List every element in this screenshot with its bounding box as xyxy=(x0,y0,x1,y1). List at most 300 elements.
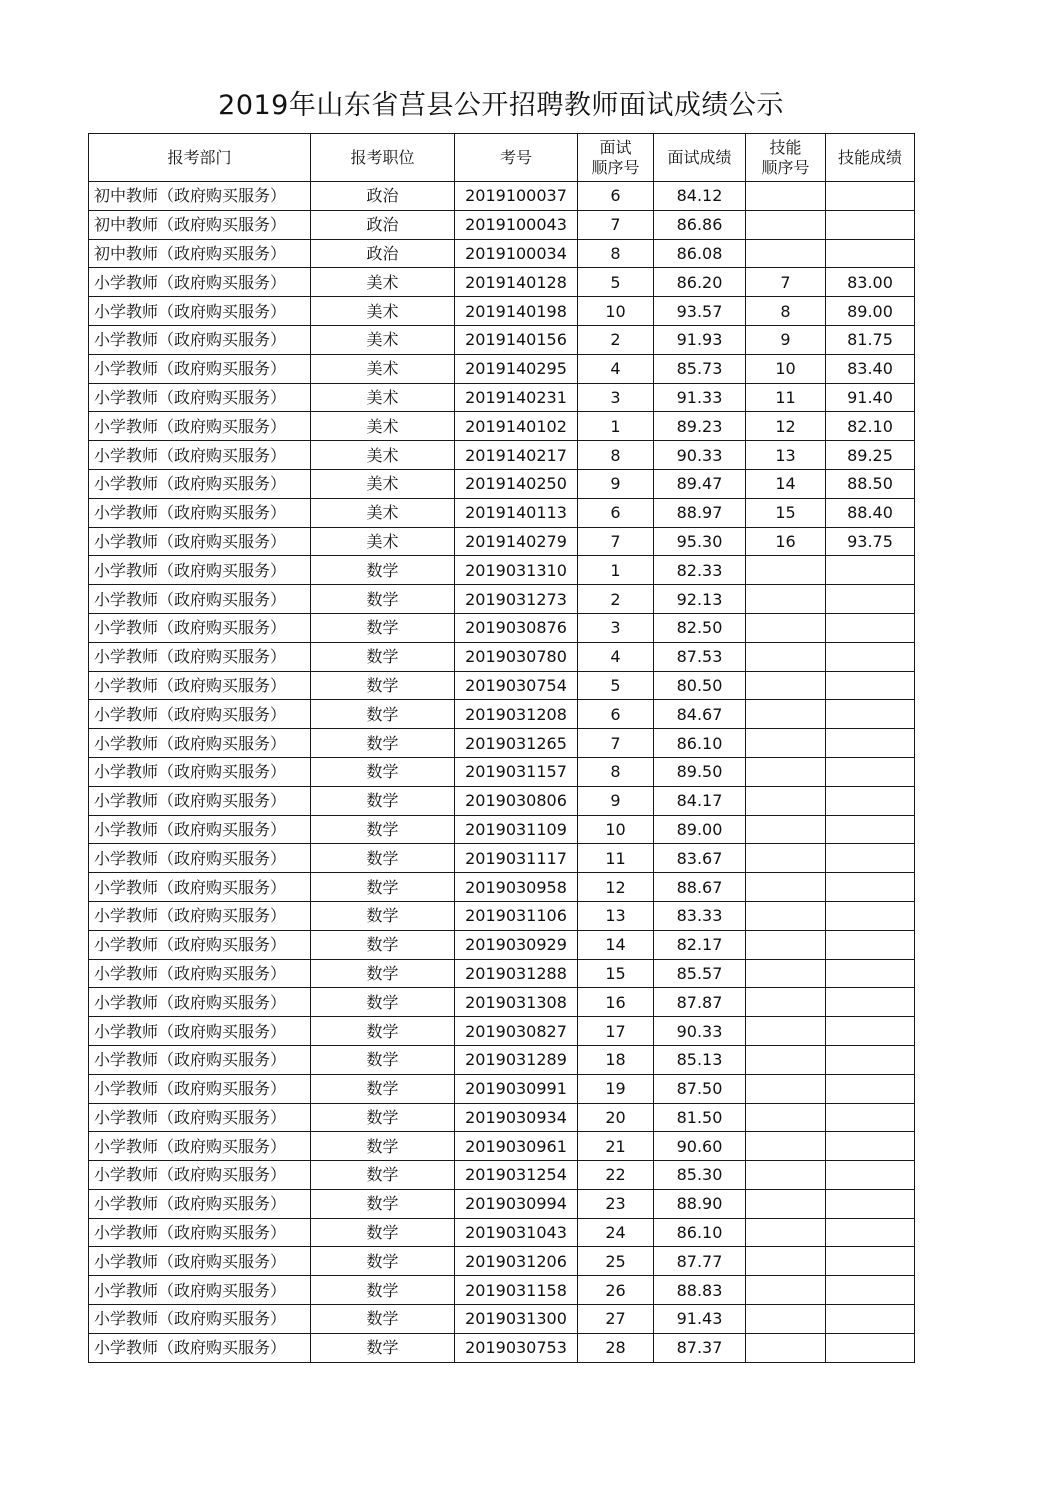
exam-number-cell: 2019031308 xyxy=(455,988,578,1017)
department-cell: 小学教师（政府购买服务） xyxy=(89,988,311,1017)
skill-score-cell xyxy=(826,1276,915,1305)
interview-score-cell: 89.23 xyxy=(654,412,746,441)
position-cell: 数学 xyxy=(311,585,455,614)
department-cell: 小学教师（政府购买服务） xyxy=(89,959,311,988)
department-cell: 小学教师（政府购买服务） xyxy=(89,412,311,441)
skill-order-cell xyxy=(746,930,826,959)
header-skill-order-line1: 技能 xyxy=(769,137,802,157)
department-cell: 小学教师（政府购买服务） xyxy=(89,786,311,815)
skill-score-cell xyxy=(826,1333,915,1362)
header-position: 报考职位 xyxy=(311,134,455,182)
interview-order-cell: 5 xyxy=(578,671,654,700)
exam-number-cell: 2019031300 xyxy=(455,1305,578,1334)
position-cell: 美术 xyxy=(311,469,455,498)
table-row xyxy=(89,527,915,556)
skill-score-cell xyxy=(826,700,915,729)
skill-order-cell: 9 xyxy=(746,325,826,354)
position-cell: 数学 xyxy=(311,1333,455,1362)
interview-score-cell: 87.37 xyxy=(654,1333,746,1362)
score-table xyxy=(88,133,915,1363)
department-cell: 小学教师（政府购买服务） xyxy=(89,930,311,959)
interview-order-cell: 9 xyxy=(578,469,654,498)
interview-order-cell: 7 xyxy=(578,527,654,556)
interview-score-cell: 86.20 xyxy=(654,268,746,297)
table-row xyxy=(89,325,915,354)
position-cell: 数学 xyxy=(311,988,455,1017)
interview-order-cell: 4 xyxy=(578,642,654,671)
exam-number-cell: 2019031043 xyxy=(455,1218,578,1247)
skill-order-cell xyxy=(746,700,826,729)
skill-score-cell xyxy=(826,988,915,1017)
exam-number-cell: 2019031265 xyxy=(455,729,578,758)
interview-score-cell: 89.47 xyxy=(654,469,746,498)
table-row xyxy=(89,901,915,930)
interview-order-cell: 6 xyxy=(578,700,654,729)
interview-score-cell: 86.10 xyxy=(654,1218,746,1247)
skill-score-cell xyxy=(826,585,915,614)
skill-score-cell xyxy=(826,1045,915,1074)
score-table-body xyxy=(89,182,915,1363)
position-cell: 数学 xyxy=(311,930,455,959)
position-cell: 数学 xyxy=(311,844,455,873)
skill-order-cell xyxy=(746,1045,826,1074)
skill-score-cell xyxy=(826,1305,915,1334)
table-row xyxy=(89,383,915,412)
interview-score-cell: 85.30 xyxy=(654,1161,746,1190)
table-row xyxy=(89,786,915,815)
skill-order-cell xyxy=(746,182,826,211)
department-cell: 小学教师（政府购买服务） xyxy=(89,757,311,786)
header-skill-order xyxy=(746,134,826,182)
department-cell: 小学教师（政府购买服务） xyxy=(89,1247,311,1276)
interview-order-cell: 1 xyxy=(578,412,654,441)
skill-order-cell xyxy=(746,1189,826,1218)
department-cell: 小学教师（政府购买服务） xyxy=(89,1161,311,1190)
interview-score-cell: 88.83 xyxy=(654,1276,746,1305)
table-row xyxy=(89,354,915,383)
department-cell: 小学教师（政府购买服务） xyxy=(89,297,311,326)
skill-score-cell: 88.50 xyxy=(826,469,915,498)
skill-score-cell: 83.00 xyxy=(826,268,915,297)
position-cell: 数学 xyxy=(311,1276,455,1305)
exam-number-cell: 2019030753 xyxy=(455,1333,578,1362)
exam-number-cell: 2019031158 xyxy=(455,1276,578,1305)
position-cell: 数学 xyxy=(311,1218,455,1247)
table-row xyxy=(89,1218,915,1247)
interview-order-cell: 7 xyxy=(578,729,654,758)
skill-score-cell xyxy=(826,815,915,844)
header-skill-order-line2: 顺序号 xyxy=(761,157,810,177)
department-cell: 小学教师（政府购买服务） xyxy=(89,1218,311,1247)
interview-order-cell: 19 xyxy=(578,1074,654,1103)
skill-score-cell xyxy=(826,930,915,959)
table-row xyxy=(89,268,915,297)
department-cell: 小学教师（政府购买服务） xyxy=(89,671,311,700)
skill-order-cell xyxy=(746,239,826,268)
skill-order-cell: 11 xyxy=(746,383,826,412)
department-cell: 小学教师（政府购买服务） xyxy=(89,441,311,470)
exam-number-cell: 2019140198 xyxy=(455,297,578,326)
skill-score-cell xyxy=(826,671,915,700)
interview-order-cell: 8 xyxy=(578,239,654,268)
header-interview-order xyxy=(578,134,654,182)
interview-order-cell: 16 xyxy=(578,988,654,1017)
interview-order-cell: 28 xyxy=(578,1333,654,1362)
skill-score-cell xyxy=(826,1247,915,1276)
interview-score-cell: 86.86 xyxy=(654,210,746,239)
skill-order-cell xyxy=(746,844,826,873)
skill-order-cell xyxy=(746,1305,826,1334)
table-row xyxy=(89,844,915,873)
skill-score-cell xyxy=(826,642,915,671)
interview-order-cell: 18 xyxy=(578,1045,654,1074)
interview-score-cell: 87.53 xyxy=(654,642,746,671)
interview-order-cell: 2 xyxy=(578,325,654,354)
interview-order-cell: 2 xyxy=(578,585,654,614)
interview-order-cell: 9 xyxy=(578,786,654,815)
skill-order-cell xyxy=(746,988,826,1017)
skill-order-cell xyxy=(746,671,826,700)
exam-number-cell: 2019031206 xyxy=(455,1247,578,1276)
department-cell: 小学教师（政府购买服务） xyxy=(89,1017,311,1046)
table-row xyxy=(89,1045,915,1074)
exam-number-cell: 2019140156 xyxy=(455,325,578,354)
department-cell: 小学教师（政府购买服务） xyxy=(89,873,311,902)
position-cell: 数学 xyxy=(311,786,455,815)
department-cell: 初中教师（政府购买服务） xyxy=(89,239,311,268)
interview-score-cell: 82.17 xyxy=(654,930,746,959)
skill-order-cell xyxy=(746,729,826,758)
skill-score-cell xyxy=(826,613,915,642)
exam-number-cell: 2019030958 xyxy=(455,873,578,902)
header-interview-score: 面试成绩 xyxy=(654,134,746,182)
table-row xyxy=(89,1103,915,1132)
skill-order-cell xyxy=(746,1161,826,1190)
department-cell: 小学教师（政府购买服务） xyxy=(89,729,311,758)
interview-score-cell: 84.12 xyxy=(654,182,746,211)
department-cell: 小学教师（政府购买服务） xyxy=(89,354,311,383)
department-cell: 小学教师（政府购买服务） xyxy=(89,700,311,729)
position-cell: 美术 xyxy=(311,412,455,441)
skill-order-cell xyxy=(746,613,826,642)
skill-order-cell: 8 xyxy=(746,297,826,326)
interview-order-cell: 5 xyxy=(578,268,654,297)
position-cell: 美术 xyxy=(311,498,455,527)
position-cell: 数学 xyxy=(311,1161,455,1190)
skill-score-cell: 82.10 xyxy=(826,412,915,441)
position-cell: 数学 xyxy=(311,1247,455,1276)
exam-number-cell: 2019030780 xyxy=(455,642,578,671)
header-skill-score: 技能成绩 xyxy=(826,134,915,182)
interview-score-cell: 87.50 xyxy=(654,1074,746,1103)
interview-score-cell: 92.13 xyxy=(654,585,746,614)
skill-score-cell xyxy=(826,1132,915,1161)
interview-order-cell: 22 xyxy=(578,1161,654,1190)
exam-number-cell: 2019140250 xyxy=(455,469,578,498)
interview-order-cell: 24 xyxy=(578,1218,654,1247)
department-cell: 小学教师（政府购买服务） xyxy=(89,1333,311,1362)
exam-number-cell: 2019030994 xyxy=(455,1189,578,1218)
table-row xyxy=(89,556,915,585)
interview-score-cell: 83.67 xyxy=(654,844,746,873)
table-row xyxy=(89,1333,915,1362)
exam-number-cell: 2019031106 xyxy=(455,901,578,930)
skill-order-cell: 13 xyxy=(746,441,826,470)
department-cell: 小学教师（政府购买服务） xyxy=(89,844,311,873)
interview-score-cell: 87.77 xyxy=(654,1247,746,1276)
skill-order-cell: 16 xyxy=(746,527,826,556)
interview-order-cell: 21 xyxy=(578,1132,654,1161)
table-row xyxy=(89,1189,915,1218)
position-cell: 美术 xyxy=(311,354,455,383)
exam-number-cell: 2019140279 xyxy=(455,527,578,556)
exam-number-cell: 2019030929 xyxy=(455,930,578,959)
page-title: 2019年山东省莒县公开招聘教师面试成绩公示 xyxy=(218,90,784,121)
interview-order-cell: 3 xyxy=(578,383,654,412)
skill-score-cell xyxy=(826,1074,915,1103)
interview-score-cell: 88.67 xyxy=(654,873,746,902)
department-cell: 小学教师（政府购买服务） xyxy=(89,1276,311,1305)
position-cell: 数学 xyxy=(311,642,455,671)
position-cell: 数学 xyxy=(311,613,455,642)
table-row xyxy=(89,182,915,211)
skill-score-cell xyxy=(826,210,915,239)
interview-order-cell: 11 xyxy=(578,844,654,873)
skill-order-cell: 12 xyxy=(746,412,826,441)
department-cell: 小学教师（政府购买服务） xyxy=(89,1189,311,1218)
table-row xyxy=(89,729,915,758)
skill-order-cell xyxy=(746,901,826,930)
interview-order-cell: 8 xyxy=(578,757,654,786)
interview-score-cell: 90.33 xyxy=(654,441,746,470)
position-cell: 数学 xyxy=(311,757,455,786)
department-cell: 小学教师（政府购买服务） xyxy=(89,1305,311,1334)
position-cell: 美术 xyxy=(311,441,455,470)
skill-score-cell xyxy=(826,556,915,585)
interview-order-cell: 3 xyxy=(578,613,654,642)
department-cell: 小学教师（政府购买服务） xyxy=(89,498,311,527)
interview-score-cell: 88.90 xyxy=(654,1189,746,1218)
interview-score-cell: 86.10 xyxy=(654,729,746,758)
skill-score-cell xyxy=(826,786,915,815)
department-cell: 小学教师（政府购买服务） xyxy=(89,383,311,412)
skill-order-cell xyxy=(746,959,826,988)
position-cell: 政治 xyxy=(311,239,455,268)
skill-score-cell xyxy=(826,844,915,873)
interview-score-cell: 84.17 xyxy=(654,786,746,815)
interview-order-cell: 6 xyxy=(578,182,654,211)
interview-score-cell: 91.43 xyxy=(654,1305,746,1334)
skill-order-cell xyxy=(746,1017,826,1046)
interview-score-cell: 82.33 xyxy=(654,556,746,585)
exam-number-cell: 2019030827 xyxy=(455,1017,578,1046)
exam-number-cell: 2019030934 xyxy=(455,1103,578,1132)
skill-order-cell xyxy=(746,1247,826,1276)
header-interview-order-line1: 面试 xyxy=(599,137,632,157)
skill-score-cell xyxy=(826,729,915,758)
skill-score-cell xyxy=(826,1189,915,1218)
position-cell: 数学 xyxy=(311,1017,455,1046)
interview-score-cell: 86.08 xyxy=(654,239,746,268)
header-exam-number: 考号 xyxy=(455,134,578,182)
position-cell: 美术 xyxy=(311,297,455,326)
table-row xyxy=(89,297,915,326)
position-cell: 数学 xyxy=(311,873,455,902)
exam-number-cell: 2019140128 xyxy=(455,268,578,297)
table-row xyxy=(89,757,915,786)
interview-score-cell: 89.50 xyxy=(654,757,746,786)
interview-order-cell: 27 xyxy=(578,1305,654,1334)
skill-score-cell xyxy=(826,1161,915,1190)
skill-order-cell xyxy=(746,1218,826,1247)
table-row xyxy=(89,1161,915,1190)
position-cell: 数学 xyxy=(311,1074,455,1103)
department-cell: 小学教师（政府购买服务） xyxy=(89,585,311,614)
position-cell: 数学 xyxy=(311,1045,455,1074)
skill-score-cell xyxy=(826,873,915,902)
table-row xyxy=(89,441,915,470)
interview-order-cell: 8 xyxy=(578,441,654,470)
skill-order-cell xyxy=(746,642,826,671)
interview-score-cell: 85.73 xyxy=(654,354,746,383)
exam-number-cell: 2019031254 xyxy=(455,1161,578,1190)
table-row xyxy=(89,239,915,268)
skill-score-cell: 89.25 xyxy=(826,441,915,470)
skill-order-cell xyxy=(746,815,826,844)
department-cell: 初中教师（政府购买服务） xyxy=(89,182,311,211)
table-row xyxy=(89,498,915,527)
skill-order-cell xyxy=(746,1333,826,1362)
position-cell: 数学 xyxy=(311,1189,455,1218)
table-row xyxy=(89,412,915,441)
interview-order-cell: 20 xyxy=(578,1103,654,1132)
skill-order-cell xyxy=(746,757,826,786)
department-cell: 小学教师（政府购买服务） xyxy=(89,1103,311,1132)
table-row xyxy=(89,1017,915,1046)
table-row xyxy=(89,1276,915,1305)
exam-number-cell: 2019030961 xyxy=(455,1132,578,1161)
table-row xyxy=(89,988,915,1017)
exam-number-cell: 2019100034 xyxy=(455,239,578,268)
skill-score-cell xyxy=(826,959,915,988)
position-cell: 政治 xyxy=(311,210,455,239)
exam-number-cell: 2019140231 xyxy=(455,383,578,412)
position-cell: 数学 xyxy=(311,901,455,930)
table-row xyxy=(89,671,915,700)
skill-order-cell xyxy=(746,556,826,585)
interview-score-cell: 90.60 xyxy=(654,1132,746,1161)
position-cell: 数学 xyxy=(311,556,455,585)
interview-score-cell: 89.00 xyxy=(654,815,746,844)
interview-score-cell: 95.30 xyxy=(654,527,746,556)
table-row xyxy=(89,930,915,959)
exam-number-cell: 2019100037 xyxy=(455,182,578,211)
position-cell: 数学 xyxy=(311,1103,455,1132)
skill-score-cell: 93.75 xyxy=(826,527,915,556)
interview-score-cell: 80.50 xyxy=(654,671,746,700)
interview-order-cell: 10 xyxy=(578,815,654,844)
position-cell: 数学 xyxy=(311,700,455,729)
exam-number-cell: 2019140102 xyxy=(455,412,578,441)
exam-number-cell: 2019031117 xyxy=(455,844,578,873)
exam-number-cell: 2019031310 xyxy=(455,556,578,585)
table-row xyxy=(89,613,915,642)
interview-score-cell: 91.93 xyxy=(654,325,746,354)
exam-number-cell: 2019031288 xyxy=(455,959,578,988)
exam-number-cell: 2019100043 xyxy=(455,210,578,239)
skill-score-cell: 89.00 xyxy=(826,297,915,326)
table-row xyxy=(89,815,915,844)
position-cell: 美术 xyxy=(311,527,455,556)
table-row xyxy=(89,959,915,988)
exam-number-cell: 2019140217 xyxy=(455,441,578,470)
interview-order-cell: 17 xyxy=(578,1017,654,1046)
department-cell: 小学教师（政府购买服务） xyxy=(89,642,311,671)
interview-order-cell: 7 xyxy=(578,210,654,239)
interview-order-cell: 1 xyxy=(578,556,654,585)
skill-score-cell xyxy=(826,182,915,211)
header-row xyxy=(89,134,915,182)
position-cell: 数学 xyxy=(311,671,455,700)
exam-number-cell: 2019030806 xyxy=(455,786,578,815)
table-row xyxy=(89,210,915,239)
exam-number-cell: 2019030754 xyxy=(455,671,578,700)
exam-number-cell: 2019030991 xyxy=(455,1074,578,1103)
position-cell: 数学 xyxy=(311,729,455,758)
department-cell: 小学教师（政府购买服务） xyxy=(89,469,311,498)
skill-score-cell xyxy=(826,1017,915,1046)
skill-score-cell xyxy=(826,757,915,786)
skill-score-cell xyxy=(826,1103,915,1132)
interview-order-cell: 26 xyxy=(578,1276,654,1305)
exam-number-cell: 2019031208 xyxy=(455,700,578,729)
position-cell: 数学 xyxy=(311,959,455,988)
position-cell: 美术 xyxy=(311,325,455,354)
interview-score-cell: 91.33 xyxy=(654,383,746,412)
interview-score-cell: 90.33 xyxy=(654,1017,746,1046)
skill-score-cell xyxy=(826,1218,915,1247)
position-cell: 数学 xyxy=(311,815,455,844)
interview-score-cell: 85.57 xyxy=(654,959,746,988)
skill-score-cell: 91.40 xyxy=(826,383,915,412)
exam-number-cell: 2019030876 xyxy=(455,613,578,642)
department-cell: 初中教师（政府购买服务） xyxy=(89,210,311,239)
department-cell: 小学教师（政府购买服务） xyxy=(89,1045,311,1074)
interview-order-cell: 10 xyxy=(578,297,654,326)
skill-order-cell xyxy=(746,786,826,815)
department-cell: 小学教师（政府购买服务） xyxy=(89,815,311,844)
interview-score-cell: 83.33 xyxy=(654,901,746,930)
skill-score-cell: 83.40 xyxy=(826,354,915,383)
department-cell: 小学教师（政府购买服务） xyxy=(89,1132,311,1161)
department-cell: 小学教师（政府购买服务） xyxy=(89,527,311,556)
position-cell: 政治 xyxy=(311,182,455,211)
interview-score-cell: 85.13 xyxy=(654,1045,746,1074)
department-cell: 小学教师（政府购买服务） xyxy=(89,901,311,930)
exam-number-cell: 2019140113 xyxy=(455,498,578,527)
interview-order-cell: 14 xyxy=(578,930,654,959)
table-row xyxy=(89,1132,915,1161)
department-cell: 小学教师（政府购买服务） xyxy=(89,613,311,642)
interview-order-cell: 6 xyxy=(578,498,654,527)
exam-number-cell: 2019031109 xyxy=(455,815,578,844)
department-cell: 小学教师（政府购买服务） xyxy=(89,268,311,297)
skill-score-cell xyxy=(826,901,915,930)
department-cell: 小学教师（政府购买服务） xyxy=(89,325,311,354)
interview-score-cell: 93.57 xyxy=(654,297,746,326)
interview-order-cell: 4 xyxy=(578,354,654,383)
skill-order-cell: 10 xyxy=(746,354,826,383)
